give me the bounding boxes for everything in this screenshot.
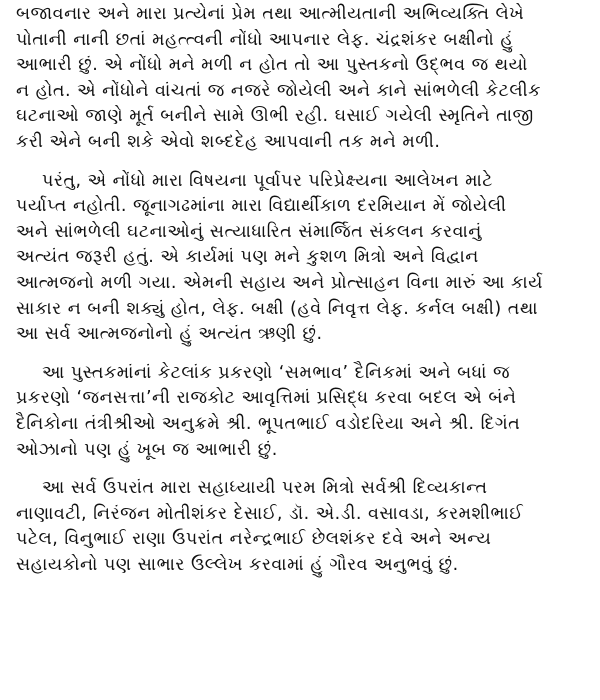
text-line: પોતાની નાની છતાં મહત્ત્વની નોંધો આપનાર લેફ. ચંદ્રશંકર બક્ષીનો હું [16,29,514,50]
text-line: પ્રકરણો ‘જનસત્તા’ની રાજકોટ આવૃત્તિમાં પ્રસિદ્ધ કરવા બદલ એ બંને [16,388,517,409]
paragraph-gap [16,348,586,361]
text-line: અત્યંત જરૂરી હતું. એ કાર્યમાં પણ મને કુશળ મિત્રો અને વિદ્વાન [16,247,479,268]
text-line: ન હોત. એ નોંધોને વાંચતાં જ નજરે જોયેલી અને કાને સાંભળેલી કેટલીક [16,80,541,101]
text-line: ઓઝાનો પણ હું ખૂબ જ આભારી છું. [16,439,278,460]
text-line: બજાવનાર અને મારા પ્રત્યેનાં પ્રેમ તથા આત્મીયતાની અભિવ્યક્તિ લેખે [16,4,525,24]
paragraph-2 [16,169,586,348]
text-line: ઘટનાઓ જાણે મૂર્ત બનીને સામે ઊભી રહી. ઘસાઈ ગયેલી સ્મૃતિને તાજી [16,106,534,127]
text-line: આ સર્વ આત્મજનોનો હું અત્યંત ઋણી છું. [16,324,323,345]
text-line: કરી એને બની શકે એવો શબ્દદેહ આપવાની તક મને મળી. [16,131,441,152]
text-line: દૈનિકોના તંત્રીશ્રીઓ અનુક્રમે શ્રી. ભૂપતભાઈ વડોદરિયા અને શ્રી. દિગંત [16,413,521,434]
text-line: આત્મજનો મળી ગયા. એમની સહાય અને પ્રોત્સાહન વિના મારું આ કાર્ય [16,272,543,293]
paragraph-gap [16,463,586,476]
text-line: સહાયકોનો પણ સાભાર ઉલ્લેખ કરવામાં હું ગૌરવ અનુભવું છું. [16,554,459,575]
text-line: નાણાવટી, નિરંજન મોતીશંકર દેસાઈ, ડૉ. એ.ડી. વસાવડા, કરમશીભાઈ [16,503,524,524]
paragraph-3 [16,361,586,463]
text-line: પર્યાપ્ત નહોતી. જૂનાગઢમાંના મારા વિદ્યાર્થીકાળ દરમિયાન મેં જોયેલી [16,196,507,217]
text-line: આભારી છું. એ નોંધો મને મળી ન હોત તો આ પુસ્તકનો ઉદ્ભવ જ થયો [16,55,528,76]
text-line: પટેલ, વિનુભાઈ રાણા ઉપરાંત નરેન્દ્રભાઈ છેલશંકર દવે અને અન્ય [16,529,492,550]
text-line: સાકાર ન બની શક્યું હોત, લેફ. બક્ષી (હવે નિવૃત્ત લેફ. કર્નલ બક્ષી) તથા [16,298,539,319]
text-line: આ સર્વ ઉપરાંત મારા સહાધ્યાયી પરમ મિત્રો સર્વશ્રી દિવ્યકાન્ત [42,478,488,499]
paragraph-4 [16,476,586,578]
text-line: અને સાંભળેલી ઘટનાઓનું સત્યાધારિત સંમાર્જિત સંકલન કરવાનું [16,221,482,242]
paragraph-1 [16,2,586,156]
text-line: પરંતુ, એ નોંધો મારા વિષયના પૂર્વાપર પરિપ્રેક્ષ્યના આલેખન માટે [42,170,493,191]
text-line: આ પુસ્તકમાંનાં કેટલાંક પ્રકરણો ‘સમભાવ’ દૈનિકમાં અને બધાં જ [42,362,511,383]
paragraph-gap [16,156,586,169]
